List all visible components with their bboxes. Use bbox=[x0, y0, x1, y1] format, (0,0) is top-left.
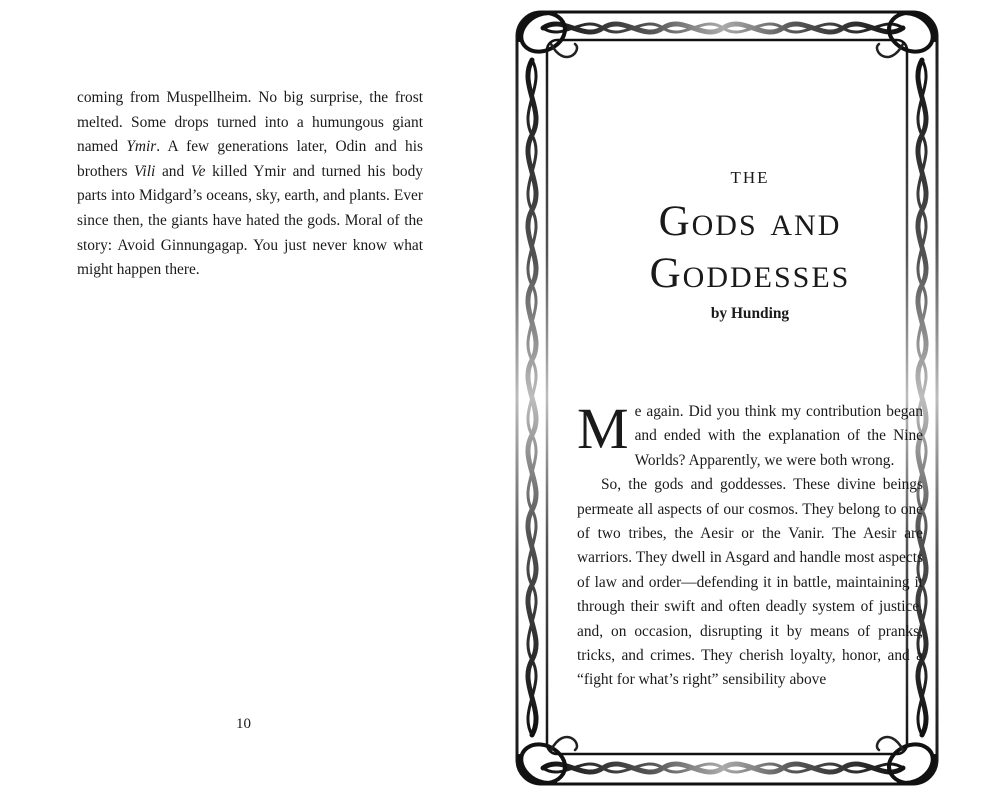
text-segment: . A few generations later, Odin and his brothers bbox=[77, 138, 424, 180]
chapter-body-text bbox=[577, 396, 923, 693]
byline: by Hunding bbox=[710, 305, 790, 322]
text-segment: coming from Muspellheim. No big surprise, the frost melted. Some drops turned into a humungous giant named bbox=[77, 89, 423, 156]
chapter-title bbox=[577, 196, 923, 300]
drop-cap: M bbox=[577, 396, 629, 461]
page-number: 10 bbox=[236, 716, 251, 732]
paragraph-1-text: e again. Did you think my contribution began and ended with the explanation of the Nine Worlds? Apparently, we were both wrong. bbox=[634, 403, 923, 469]
chapter-title-line-2: Goddesses bbox=[649, 250, 851, 297]
text-segment: and bbox=[155, 162, 191, 180]
left-page bbox=[0, 0, 496, 794]
paragraph-2: So, the gods and goddesses. These divine beings permeate all aspects of our cosmos. They belong to one of two tribes, the Aesir or the Vanir. The Aesir are warriors. They dwell in Asgard and handle most aspects of law and order—defending it in battle, maintaining it through their swift and often deadly system of justice, and, on occasion, disrupting it by means of pranks, tricks, and crimes. They cherish loyalty, honor, and a “fight for what’s right” sensibility above bbox=[577, 476, 923, 689]
text-segment: killed Ymir and turned his body parts into Midgard’s oceans, sky, earth, and plants. Ever since then, the giants have hated the gods. Moral of the story: Avoid Ginnungagap. You just never know what might happen there. bbox=[77, 162, 424, 279]
chapter-heading-the: THE bbox=[730, 168, 770, 187]
italic-name-ymir: Ymir bbox=[126, 138, 157, 156]
paragraph-1 bbox=[577, 396, 923, 473]
italic-name-ve: Ve bbox=[190, 162, 206, 180]
left-paragraph bbox=[77, 86, 423, 283]
chapter-title-line-1: Gods and bbox=[658, 198, 842, 245]
left-page-text bbox=[77, 86, 423, 283]
italic-name-vili: Vili bbox=[134, 162, 156, 180]
right-page bbox=[503, 0, 1000, 794]
